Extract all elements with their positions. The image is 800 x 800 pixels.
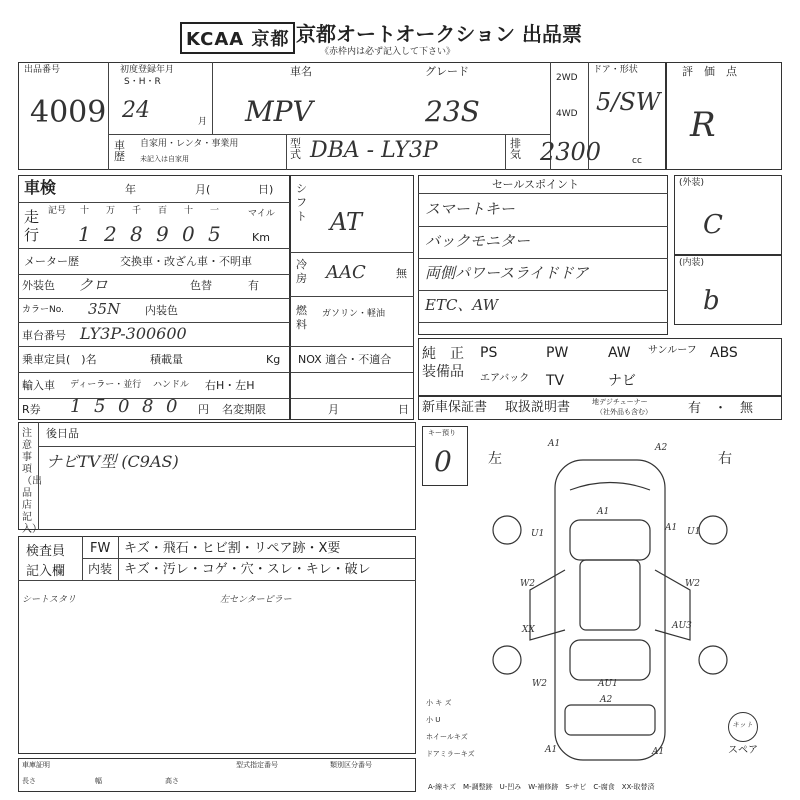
int-label: 内装 [88,562,113,576]
digital-tuner-note: （社外品も含む） [596,408,652,416]
equipment-item: ABS [710,345,738,361]
inspector-label: 検査員 記入欄 [26,544,66,579]
score-label: 評 価 点 [682,65,737,78]
equipment-item: ナビ [608,373,636,389]
disp-label: 排気 [510,137,521,161]
ext-color-value: クロ [78,276,109,294]
manual-label: 取扱説明書 [505,400,571,415]
sales-point-rule [418,226,668,227]
width-label: 幅 [95,777,102,785]
history-options: 自家用・レンタ・事業用 [140,139,239,149]
int-grade-value: b [703,286,720,316]
name-value: MPV [245,95,313,128]
equipment-item: AW [608,345,631,361]
damage-mark: A1 [545,745,558,755]
name-change-day: 日 [398,403,409,416]
ext-color-label: 外装色 [22,279,55,292]
mileage-digit: 0 [182,222,195,246]
int-color-label: 内装色 [145,304,178,317]
name-label: 車名 [290,65,312,78]
load-unit: Kg [266,353,281,366]
score-box [666,62,782,170]
damage-mark: A1 [597,507,610,517]
recycle-digit: 5 [94,396,106,417]
mileage-digit: 1 [78,222,91,246]
length-label: 長さ [22,777,36,785]
digit-unit: 十 [184,206,194,216]
damage-mark: W2 [685,579,700,589]
sales-point: 両側パワースライドドア [425,264,589,282]
meter-label: メーター歴 [24,255,79,268]
legend-item: 小 U [426,716,441,724]
fuel-label: 燃料 [296,304,307,331]
model-value: DBA - LY3P [310,138,438,163]
int-options: キズ・汚レ・コゲ・穴・スレ・キレ・破レ [124,562,371,577]
damage-mark: AU1 [598,679,618,689]
inspector-comment-1: シートスタリ [22,595,76,605]
recycle-unit: 円 [198,403,209,416]
fw-options: キズ・飛石・ヒビ割・リペア跡・X要 [124,541,341,556]
disp-value: 2300 [540,138,602,166]
ac-value: AAC [326,262,366,283]
damage-mark: A2 [655,443,668,453]
color-change-value: 有 [248,279,259,292]
shaken-year: 年 [125,183,136,196]
reg-label: 初度登録年月 [120,65,175,75]
color-no-label: カラーNo. [22,305,64,315]
shaken-day: 日) [258,183,274,196]
damage-mark: U1 [531,529,545,539]
sales-point: バックモニター [425,232,531,250]
mileage-digit: 8 [130,222,143,246]
header-note: 《赤枠内は必ず記入して下さい》 [320,47,456,57]
sales-point: ETC、AW [425,296,499,314]
height-label: 高さ [165,777,179,785]
nox-label: NOX 適合・不適合 [298,353,392,366]
lot-value: 4009 [30,95,107,130]
damage-mark: A1 [548,439,561,449]
door-value: 5/SW [596,88,661,116]
damage-mark: W2 [532,679,547,689]
page-title: 京都オートオークション 出品票 [296,22,582,46]
reg-year: 24 [122,98,150,123]
sales-title: セールスポイント [492,178,580,191]
color-no-value: 35N [88,300,121,318]
recycle-digit: 8 [142,396,154,417]
int-grade-label: (内装) [679,258,705,268]
equipment-item: PS [480,345,498,361]
equipment-item: PW [546,345,569,361]
equipment-item: エアバック [480,373,530,384]
diagram-left: 左 [488,451,502,467]
name-change-month: 月 [328,403,339,416]
spare-tag: キット [732,721,753,729]
digits-label: 記号 [48,206,67,216]
recycle-digit: 1 [70,396,82,417]
recycle-label: R券 [22,403,41,416]
sales-point-rule [418,258,668,259]
digit-unit: 百 [158,206,168,216]
grade-label: グレード [425,65,469,78]
history-label: 車歴 [114,139,125,163]
reg-month-unit: 月 [198,117,208,127]
lot-label: 出品番号 [24,65,61,75]
color-change-label: 色替 [190,279,212,292]
mileage-label: 走行 [24,208,40,244]
digit-unit: 万 [106,206,116,216]
damage-mark: U1 [687,527,701,537]
fuel-options: ガソリン・軽油 [322,309,386,319]
sales-point-rule [418,322,668,323]
damage-mark: A1 [652,747,665,757]
inspector-comment-2: 左センターピラー [220,595,292,605]
damage-mark: AU3 [672,621,692,631]
digital-tuner-label: 地デジチューナー [592,398,648,406]
load-label: 積載量 [150,353,183,366]
notes-label: 注意事項（出品店記入） [22,428,42,535]
legend-item: ホイールキズ [426,733,468,741]
door-label: ドア・形状 [593,65,638,75]
recycle-digit: 0 [166,396,178,417]
equipment-item: サンルーフ [648,345,697,356]
damage-mark: XX [522,625,535,635]
mileage-digit: 2 [104,222,117,246]
mileage-digit: 5 [208,222,221,246]
drive-2wd: 2WD [556,73,578,83]
garage-cert-label: 車庫証明 [22,761,50,769]
chassis-label: 車台番号 [22,329,66,342]
handle-label: ハンドル [153,380,190,390]
history-note: 未記入は自家用 [140,155,189,163]
diagram-right: 右 [718,451,732,467]
equipment-item: TV [546,373,565,389]
name-change-label: 名変期限 [222,403,266,416]
disp-unit: cc [632,156,642,166]
ext-grade-label: (外装) [679,178,705,188]
capacity-label: 乗車定員( )名 [22,353,97,366]
after-label: 後日品 [46,427,79,440]
mileage-digit: 9 [156,222,169,246]
ac-none: 無 [396,267,407,280]
fw-label: FW [90,541,111,556]
sales-point-rule [418,290,668,291]
damage-mark: W2 [520,579,535,589]
shaken-month: 月( [195,183,211,196]
digital-tuner-yes-no: 有 ・ 無 [688,401,754,416]
equipment-label: 純 正 装備品 [422,346,464,380]
damage-mark: A2 [600,695,613,705]
digit-unit: 千 [132,206,142,216]
sales-point: スマートキー [425,200,515,218]
reg-era: S・H・R [124,77,161,87]
damage-mark: A1 [665,523,678,533]
legend-item: 小 キ ズ [426,699,452,707]
digit-unit: 一 [210,206,220,216]
chassis-value: LY3P-300600 [80,324,187,343]
shift-label: シフト [296,182,307,223]
shaken-label: 車検 [24,178,57,197]
type-designation-label: 型式指定番号 [236,761,278,769]
ext-grade-value: C [703,210,723,240]
brand-logo: KCAA 京都 [180,22,295,54]
ac-label: 冷房 [296,258,307,285]
meter-options: 交換車・改ざん車・不明車 [120,255,252,268]
key-label: キー預り [428,429,456,437]
handle-options: 右H・左H [205,379,255,392]
grade-value: 23S [425,95,480,128]
model-label: 型式 [290,137,301,161]
key-value: 0 [434,445,452,478]
import-label: 輸入車 [22,379,55,392]
score-value: R [690,105,716,145]
digit-unit: 十 [80,206,90,216]
km-label: Km [252,231,270,244]
drive-4wd: 4WD [556,109,578,119]
spare-label: スペア [728,745,758,756]
warranty-label: 新車保証書 [422,400,488,415]
mile-label: マイル [248,209,275,219]
category-label: 類別区分番号 [330,761,372,769]
shift-value: AT [330,208,363,236]
recycle-digit: 0 [118,396,130,417]
after-value: ナビTV型 (C9AS) [46,452,179,471]
legend-item: ドアミラーキズ [426,750,475,758]
dealer-label: ディーラー・並行 [70,380,142,390]
footer-legend: A-線キズ M-調整跡 U-凹み W-補修跡 S-サビ C-腐食 XX-取替済 [428,783,655,791]
